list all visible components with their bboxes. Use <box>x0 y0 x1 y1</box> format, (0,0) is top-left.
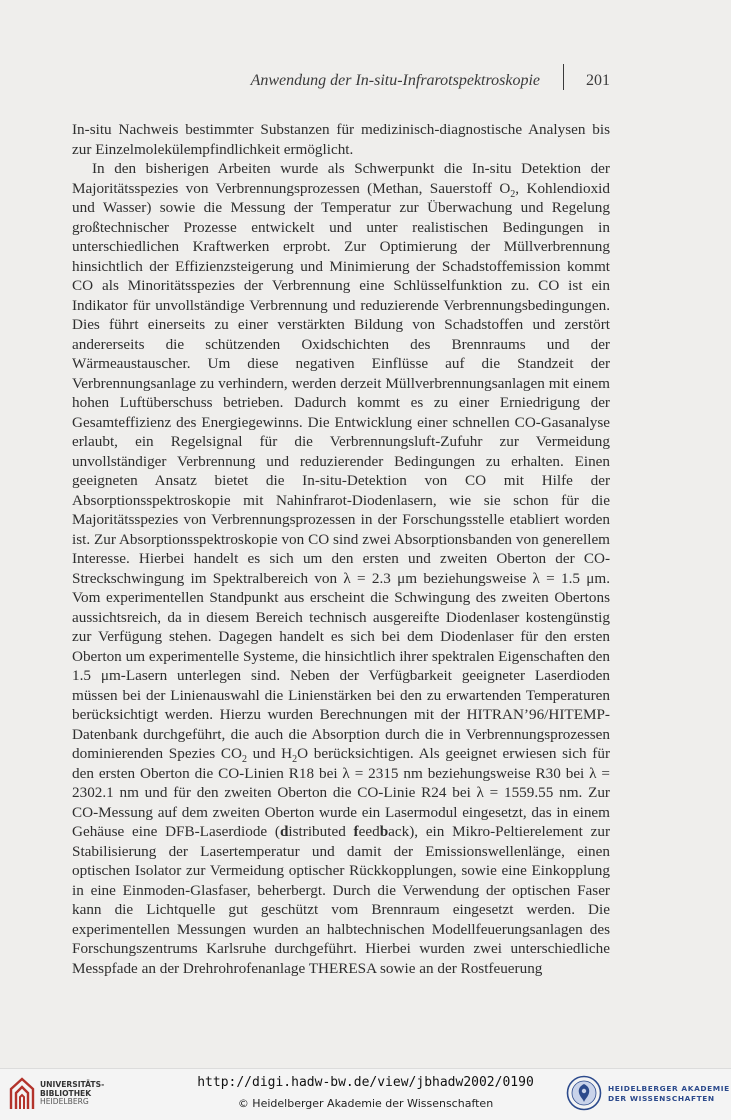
academy-seal-icon <box>566 1075 602 1111</box>
text-run: , Kohlendioxid und Wasser) sowie die Messung der Temperatur zur Überwachung und Regelung großtechnischer Prozesse entwickelt und unter realistischen Bedingungen in unterschiedlichen Kraftwerken erprobt. Zur Optimierung der Müllverbrennung hinsichtlich der Effizienzsteigerung und Minimierung der Schadstoffemission kommt CO als Minoritätsspezies der Verbrennung eine Schlüsselfunktion zu. CO ist ein Indikator für unvollständige Verbrennung und reduzierende Verbrennungsbedingungen. Dies führt einerseits zu einer verstärkten Bildung von Schadstoffen und zerstört andererseits die schützenden Oxidschichten des Brennraums und der Wärmeaustauscher. Um diese negativen Einflüsse auf die Standzeit der Verbrennungsanlage zu verhindern, werden derzeit Müllverbrennungsanlagen mit einem hohen Luftüberschuss betrieben. Dadurch kommt es zu einer Erniedrigung der Gesamteffizienz des Energiegewinns. Die Entwicklung einer schnellen CO-Gasanalyse erlaubt, ein Regelsignal für die Verbrennungsluft-Zufuhr zur Vermeidung unvollständiger Verbrennung und reduzierender Bedingungen zu erhalten. Einen geeigneten Ansatz bietet die In-situ-Detektion von CO mit Hilfe der Absorptionsspektroskopie mit Nahinfrarot-Diodenlasern, wie sie schon für die Majoritätsspezies von Verbrennungsprozessen in der Forschungsstelle etabliert worden ist. Zur Absorptionsspektroskopie von CO sind zwei Absorptionsbanden von generellem Interesse. Hierbei handelt es sich um den ersten und zweiten Oberton der CO-Streckschwingung im Spektralbereich von λ = 2.3 μm beziehungsweise λ = 1.5 μm. Vom experimentellen Standpunkt aus erscheint die Schwingung des zweiten Obertons aussichtsreich, da in diesem Bereich technisch ausgereifte Diodenlaser kostengünstig zur Verfügung stehen. Dagegen handelt es sich bei dem Diodenlaser für den ersten Oberton um experimentelle Systeme, die hinsichtlich ihrer spektralen Eigenschaften den 1.5 μm-Lasern unterlegen sind. Neben der Verfügbarkeit geeigneter Laserdioden müssen bei der Linienauswahl die Linienstärken bei den zu erwartenden Temperaturen berücksichtigt werden. Hierzu wurden Berechnungen mit der HITRAN’96/HITEMP-Datenbank durchgeführt, die auch die Absorption durch die in Verbrennungsprozessen dominierenden Spezies CO <box>72 179 610 762</box>
body-text <box>72 120 610 978</box>
header-divider <box>563 64 564 90</box>
copyright-notice: © Heidelberger Akademie der Wissenschaften <box>237 1097 494 1110</box>
bold-letter: b <box>379 823 389 840</box>
text-run: ack), ein Mikro-Peltierelement zur Stabilisierung der Lasertemperatur und damit der Emissionswellenlänge, einen optischen Isolator zur Vermeidung optischer Rückkopplungen, sowie eine Einkopplung in eine Einmoden-Glasfaser, beherbergt. Durch die Verwendung der optischen Faser kann die Lichtquelle gut geschützt vom Brennraum eingesetzt werden. Die experimentellen Messungen wurden an halbtechnischen Modellfeuerungsanlagen des Forschungszentrums Karlsruhe durchgeführt. Hierbei wurden zwei unterschiedliche Messpfade an der Drehrohrofenanlage THERESA sowie an der Rostfeuerung <box>72 823 611 977</box>
paragraph <box>72 159 610 978</box>
running-head <box>72 72 610 94</box>
text-run: und H <box>246 745 293 762</box>
permalink-url[interactable]: http://digi.hadw-bw.de/view/jbhadw2002/0190 <box>197 1075 534 1090</box>
footer-bar <box>0 1068 731 1120</box>
text-run: istributed <box>288 823 354 840</box>
academy-name: HEIDELBERGER AKADEMIE DER WISSENSCHAFTEN <box>608 1084 730 1103</box>
subscript: 2 <box>241 754 247 766</box>
university-library-name: UNIVERSITÄTS- BIBLIOTHEK HEIDELBERG <box>40 1080 105 1107</box>
page-number: 201 <box>586 72 610 89</box>
text-run: eed <box>358 823 380 840</box>
text-run: O berücksichtigen. Als geeignet erwiesen sich für den ersten Oberton die CO-Linien R18 bei λ = 2315 nm beziehungsweise R30 bei λ = 2302.1 nm und für den zweiten Oberton die CO-Linie R24 bei λ = 1559.55 nm. Zur CO-Messung auf dem zweiten Oberton wurde ein Lasermodul eingesetzt, das in einem Gehäuse eine DFB-Laserdiode ( <box>72 745 611 840</box>
text-run: In den bisherigen Arbeiten wurde als Schwerpunkt die In-situ Detektion der Majoritätsspezies von Verbrennungsprozessen (Methan, Sauerstoff O <box>72 160 610 197</box>
text-run: In-situ Nachweis bestimmter Substanzen für medizinisch-diagnostische Analysen bis zur Einzelmolekülempfindlichkeit ermöglicht. <box>72 121 610 158</box>
bold-letter: f <box>353 823 359 840</box>
running-title: Anwendung der In-situ-Infrarotspektroskopie <box>250 72 540 89</box>
bold-letter: d <box>279 823 289 840</box>
paragraph <box>72 120 610 159</box>
subscript: 2 <box>292 754 298 766</box>
subscript: 2 <box>510 188 516 200</box>
